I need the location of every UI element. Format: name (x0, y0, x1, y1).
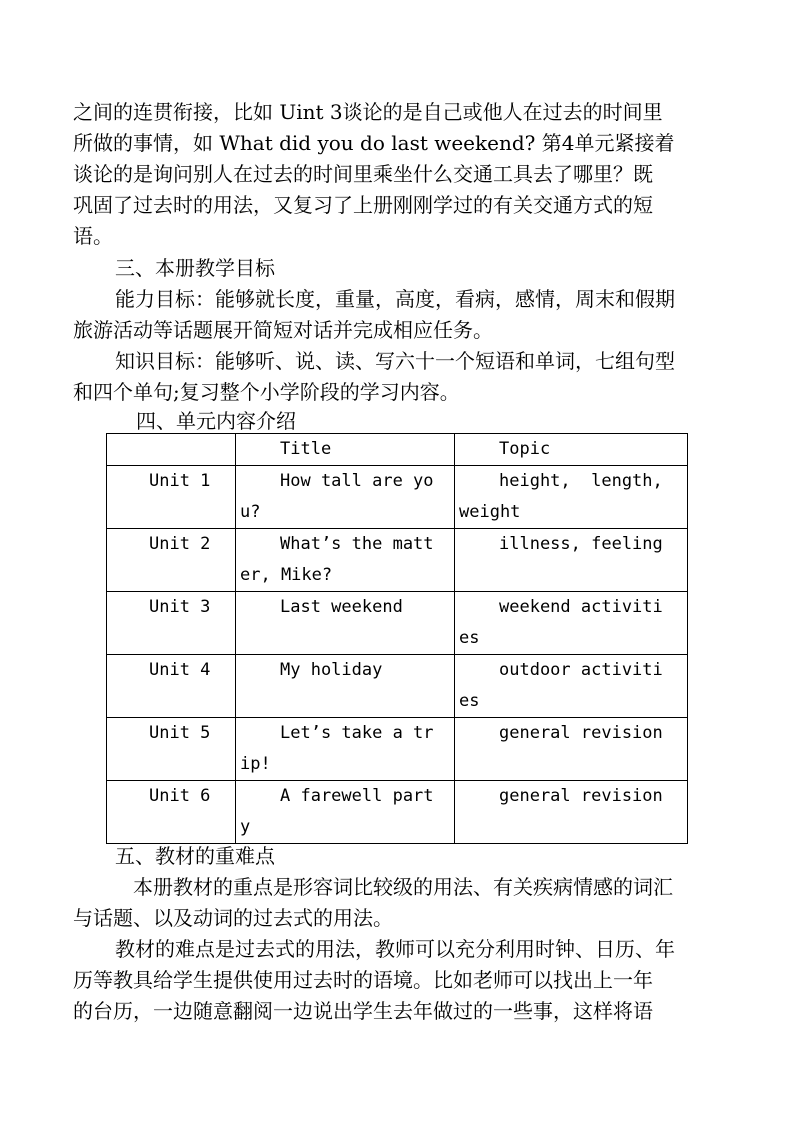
knowledge-line: 和四个单句;复习整个小学阶段的学习内容。 (73, 380, 460, 404)
difficulty-paragraph (73, 934, 721, 1027)
intro-line: 巩固了过去时的用法，又复习了上册刚刚学过的有关交通方式的短 (73, 193, 653, 217)
table-row (107, 718, 688, 781)
ability-goal-paragraph (73, 284, 721, 346)
table-row (107, 592, 688, 655)
topic-cell: height, length, weight (455, 466, 688, 529)
unit-cell: Unit 1 (107, 466, 236, 529)
unit-cell: Unit 5 (107, 718, 236, 781)
title-cell: How tall are yo u? (236, 466, 455, 529)
topic-cell: illness, feeling (455, 529, 688, 592)
ability-line: 旅游活动等话题展开简短对话并完成相应任务。 (73, 318, 493, 342)
title-cell: What’s the matt er, Mike? (236, 529, 455, 592)
focus-paragraph (73, 872, 721, 934)
title-cell: Last weekend (236, 592, 455, 655)
ability-line: 能力目标：能够就长度，重量，高度，看病，感情，周末和假期 (115, 287, 675, 311)
section3-heading: 三、本册教学目标 (115, 256, 275, 280)
difficulty-line: 的台历，一边随意翻阅一边说出学生去年做过的一些事，这样将语 (73, 999, 653, 1023)
table-row (107, 655, 688, 718)
table-row (107, 466, 688, 529)
table-header-row (107, 434, 688, 466)
table-row (107, 529, 688, 592)
topic-cell: weekend activiti es (455, 592, 688, 655)
intro-line: 之间的连贯衔接，比如 Uint 3谈论的是自己或他人在过去的时间里 (73, 100, 663, 124)
section5-heading: 五、教材的重难点 (115, 844, 275, 868)
intro-line: 所做的事情，如 What did you do last weekend? 第4单元紧接着 (73, 131, 675, 155)
focus-line: 本册教材的重点是形容词比较级的用法、有关疾病情感的词汇 (133, 875, 673, 899)
unit-cell: Unit 4 (107, 655, 236, 718)
topic-cell: general revision (455, 718, 688, 781)
knowledge-goal-paragraph (73, 346, 721, 408)
intro-paragraph (73, 97, 721, 252)
topic-cell: outdoor activiti es (455, 655, 688, 718)
intro-line: 语。 (73, 224, 113, 248)
table-row (107, 781, 688, 844)
title-cell: A farewell part y (236, 781, 455, 844)
section4-heading: 四、单元内容介绍 (136, 409, 296, 433)
intro-line: 谈论的是询问别人在过去的时间里乘坐什么交通工具去了哪里？既 (73, 162, 653, 186)
unit-cell: Unit 3 (107, 592, 236, 655)
header-cell-empty (107, 434, 236, 466)
difficulty-line: 教材的难点是过去式的用法，教师可以充分利用时钟、日历、年 (115, 937, 675, 961)
unit-cell: Unit 2 (107, 529, 236, 592)
unit-content-table (106, 433, 688, 844)
header-cell-topic: Topic (455, 434, 688, 466)
title-cell: My holiday (236, 655, 455, 718)
knowledge-line: 知识目标：能够听、说、读、写六十一个短语和单词，七组句型 (115, 349, 675, 373)
focus-line: 与话题、以及动词的过去式的用法。 (73, 906, 393, 930)
title-cell: Let’s take a tr ip! (236, 718, 455, 781)
topic-cell: general revision (455, 781, 688, 844)
difficulty-line: 历等教具给学生提供使用过去时的语境。比如老师可以找出上一年 (73, 968, 653, 992)
header-cell-title: Title (236, 434, 455, 466)
unit-cell: Unit 6 (107, 781, 236, 844)
